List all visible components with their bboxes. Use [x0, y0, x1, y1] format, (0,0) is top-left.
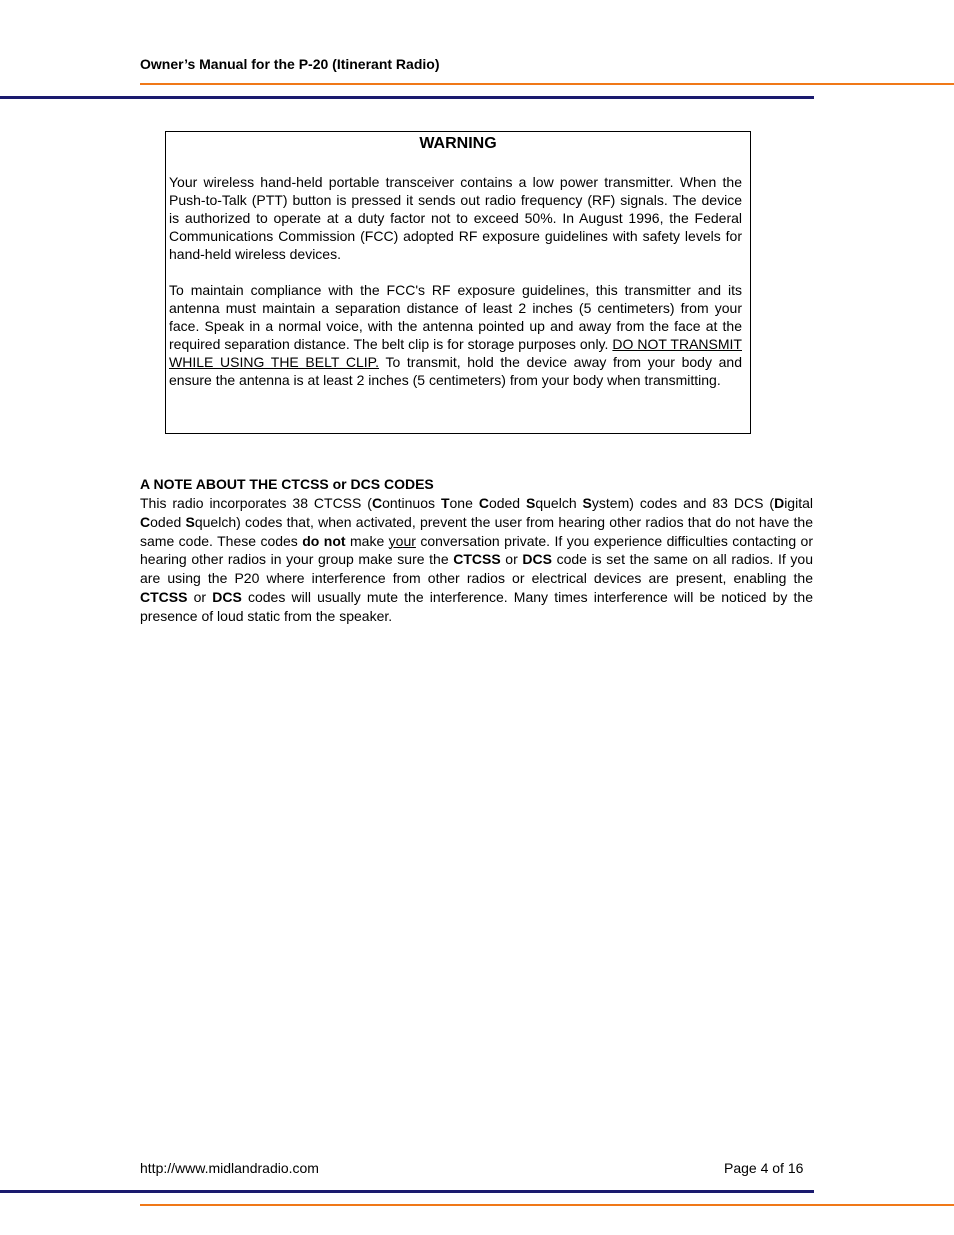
warning-paragraph-2: To maintain compliance with the FCC's RF exposure guidelines, this transmitter and its antenna must maintain a separation distance of least 2 inches (5 centimeters) from your face. Speak in a normal voice, with the antenna pointed up and away from the face at the required separation distance. The belt clip is for storage purposes only. DO NOT TRANSMIT WHILE USING THE BELT CLIP. To transmit, hold the device away from your body and ensure the antenna is at least 2 inches (5 centimeters) from your body when transmitting. — [169, 282, 742, 388]
note-body: This radio incorporates 38 CTCSS (Continuos Tone Coded Squelch System) codes and 83 DCS (Digital Coded Squelch) codes that, when activated, prevent the user from hearing other radios that do not have the same code. These codes do not make your conversation private. If you experience difficulties contacting or hearing other radios in your group make sure the CTCSS or DCS code is set the same on all radios. If you are using the P20 where interference from other radios or electrical devices are present, enabling the CTCSS or DCS codes will usually mute the interference. Many times interference will be noticed by the presence of loud static from the speaker. — [140, 495, 814, 624]
footer-page-number: Page 4 of 16 — [724, 1160, 804, 1176]
warning-body — [169, 173, 742, 407]
header-title: Owner’s Manual for the P-20 (Itinerant Radio) — [140, 56, 440, 72]
footer-rule-navy — [0, 1190, 814, 1193]
belt-clip-warning: DO NOT TRANSMIT WHILE USING THE BELT CLIP. — [169, 336, 742, 370]
header-rule-orange — [140, 83, 954, 85]
warning-title: WARNING — [419, 135, 497, 152]
header-rule-navy — [0, 96, 814, 99]
warning-paragraph-1: Your wireless hand-held portable transceiver contains a low power transmitter. When the Push-to-Talk (PTT) button is pressed it sends out radio frequency (RF) signals. The device is authorized to operate at a duty factor not to exceed 50%. In August 1996, the Federal Communications Commission (FCC) adopted RF exposure guidelines with safety levels for hand-held wireless devices. — [169, 174, 742, 262]
footer-url: http://www.midlandradio.com — [140, 1160, 319, 1176]
note-title: A NOTE ABOUT THE CTCSS or DCS CODES — [140, 476, 434, 492]
footer-rule-orange — [140, 1204, 954, 1206]
warning-box — [165, 131, 751, 434]
